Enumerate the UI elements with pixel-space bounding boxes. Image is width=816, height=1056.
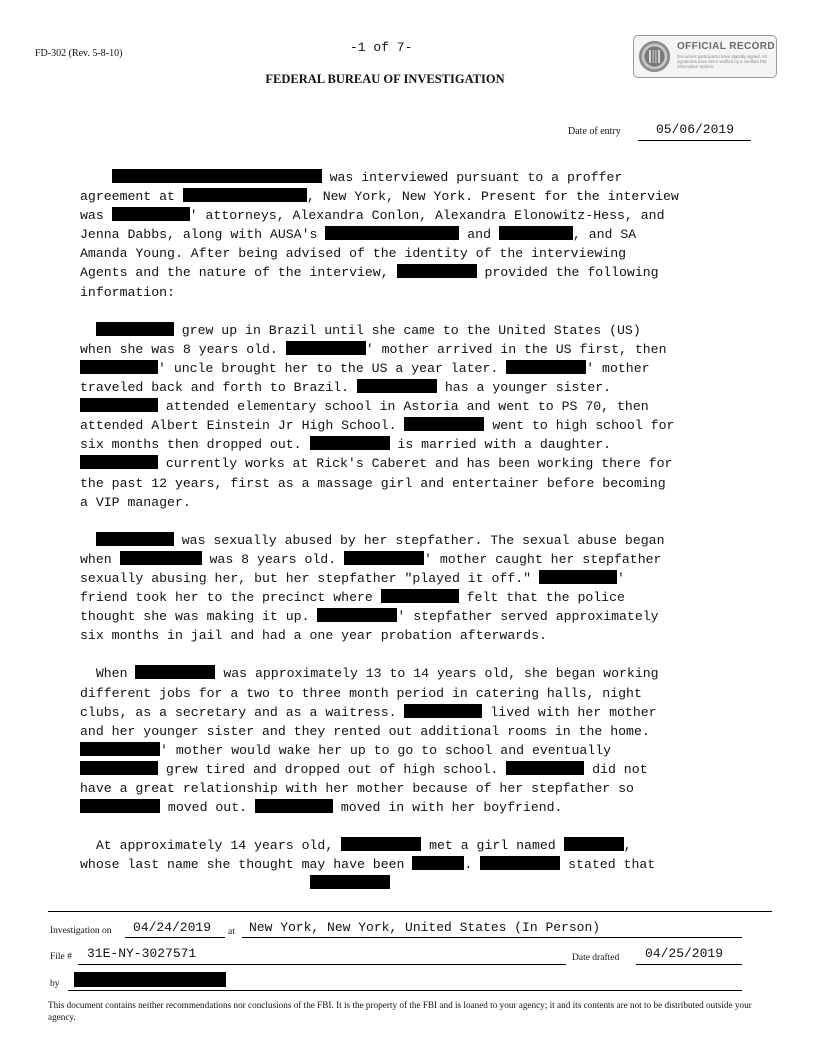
at-label: at [228,927,235,937]
redaction-bar [381,589,459,603]
text-line [80,798,740,817]
by-label: by [50,979,60,989]
text-segment [80,170,112,185]
text-segment: , New York, New York. Present for the interview [306,189,679,205]
text-segment: was [80,208,112,224]
file-number: 31E-NY-3027571 [87,946,197,961]
text-segment [80,533,96,548]
redaction-bar [499,226,573,240]
redaction-bar [325,226,459,240]
date-of-entry-value: 05/06/2019 [656,122,735,137]
text-segment: grew up in Brazil until she came to the United States (US) [173,322,641,338]
text-line [80,168,740,187]
text-segment: have a great relationship with her mother because of her stepfather so [80,781,634,796]
text-segment: is married with a daughter. [389,437,612,453]
redaction-bar [80,455,158,469]
text-segment: when she was 8 years old. [80,341,286,357]
text-segment: when [80,551,120,567]
text-segment: provided the following [476,265,659,281]
text-segment: Jenna Dabbs, along with AUSA's [80,227,326,243]
text-line [80,416,740,435]
redaction-bar [112,207,190,221]
paragraph [80,321,740,512]
text-segment: currently works at Rick's Caberet and has been working there for [158,456,673,472]
redaction-bar [183,188,307,202]
date-drafted-underline [636,964,742,965]
redaction-bar [317,608,397,622]
agency-title: FEDERAL BUREAU OF INVESTIGATION [265,72,505,86]
text-segment: six months in jail and had a one year probation afterwards. [80,628,547,644]
text-line [80,550,740,569]
redaction-bar [344,551,424,565]
text-segment: was sexually abused by her stepfather. The sexual abuse began [173,532,665,548]
text-line [80,531,740,550]
redaction-bar [357,379,437,393]
redaction-bar [255,799,333,813]
text-segment: ' uncle brought her to the US a year later. [158,360,507,376]
text-line [80,760,740,779]
redaction-bar [341,837,421,851]
text-segment: ' [617,570,625,586]
paragraph [80,168,740,302]
text-segment: ' attorneys, Alexandra Conlon, Alexandra Elonowitz-Hess, and [189,208,665,224]
date-drafted: 04/25/2019 [645,946,724,961]
text-segment [80,323,96,338]
text-segment: moved out. [160,800,255,816]
text-segment: did not [584,761,648,777]
form-number: FD-302 (Rev. 5-8-10) [35,48,123,59]
footer-divider [48,911,772,912]
text-segment: , and SA [572,227,637,243]
redaction-bar [80,799,160,813]
redaction-bar [96,322,174,336]
text-line [80,359,740,378]
text-segment: information: [80,284,175,300]
text-segment: lived with her mother [482,704,657,720]
redaction-bar [564,837,624,851]
text-line [80,454,740,473]
text-segment: thought she was making it up. [80,609,318,625]
text-segment: agreement at [80,189,183,205]
file-number-label: File # [50,952,72,962]
text-segment: whose last name she thought may have been [80,857,413,873]
text-segment: attended elementary school in Astoria and went to PS 70, then [158,399,649,415]
text-line [80,722,740,741]
text-line [80,569,740,588]
text-segment: Amanda Young. After being advised of the identity of the interviewing [80,246,627,262]
text-line [80,607,740,626]
date-of-entry-underline [638,140,751,141]
text-segment: and her younger sister and they rented out additional rooms in the home. [80,723,650,739]
text-segment [80,876,310,891]
text-line [80,588,740,607]
text-line [80,855,740,874]
text-line [80,187,740,206]
redaction-bar [404,704,482,718]
text-line [80,378,740,397]
text-segment: clubs, as a secretary and as a waitress. [80,704,405,720]
official-record-badge [633,35,777,78]
agent-name-redaction [74,972,226,987]
investigation-on-label: Investigation on [50,926,112,936]
redaction-bar [80,761,158,775]
date-of-entry-label: Date of entry [568,126,621,137]
text-line [80,626,740,645]
redaction-bar [80,742,160,756]
text-line [80,397,740,416]
text-segment: was approximately 13 to 14 years old, she began working [215,666,659,682]
text-segment: went to high school for [484,418,675,434]
redaction-bar [286,341,366,355]
text-line [80,664,740,683]
redaction-bar [310,875,390,889]
text-line [80,340,740,359]
redaction-bar [120,551,202,565]
text-line [80,321,740,340]
text-line [80,206,740,225]
text-line [80,474,740,493]
text-line [80,244,740,263]
redaction-bar [80,360,158,374]
text-segment: different jobs for a two to three month period in catering halls, night [80,685,642,701]
text-segment: sexually abusing her, but her stepfather "played it off." [80,570,539,586]
text-segment: felt that the police [458,590,625,606]
redaction-bar [506,360,586,374]
paragraph [80,836,740,893]
redaction-bar [404,417,484,431]
redaction-bar [80,398,158,412]
investigation-date: 04/24/2019 [133,920,212,935]
text-segment: grew tired and dropped out of high school. [158,761,507,777]
location-underline [242,937,742,938]
official-record-title: OFFICIAL RECORD [677,41,776,52]
text-segment: traveled back and forth to Brazil. [80,380,357,396]
text-segment: was interviewed pursuant to a proffer [321,170,623,185]
paragraph [80,531,740,646]
text-segment: stated that [560,857,656,873]
text-segment: ' mother arrived in the US first, then [365,341,667,357]
redaction-bar [310,436,390,450]
text-segment: ' mother [586,360,650,376]
redaction-bar [112,169,322,183]
text-line [80,283,740,302]
redaction-bar [96,532,174,546]
redaction-bar [397,264,477,278]
text-segment: friend took her to the precinct where [80,590,381,606]
text-segment: , [623,838,632,854]
text-segment: and [459,227,499,243]
page-number: -1 of 7- [350,40,413,55]
text-segment: ' mother caught her stepfather [424,551,662,567]
text-line [80,225,740,244]
text-segment: Agents and the nature of the interview, [80,265,397,281]
redaction-bar [412,856,464,870]
text-line [80,684,740,703]
date-drafted-label: Date drafted [572,953,620,963]
official-record-text: Document participants have digitally signed. All signatures have been verified by a certified FBI information system. [677,54,767,70]
text-line [80,703,740,722]
text-line [80,493,740,512]
redaction-bar [506,761,584,775]
text-line [80,741,740,760]
text-segment: attended Albert Einstein Jr High School. [80,418,405,434]
text-segment: When [80,666,136,682]
investigation-date-underline [125,937,225,938]
text-segment: ' mother would wake her up to go to school and eventually [160,742,612,758]
text-segment: the past 12 years, first as a massage girl and entertainer before becoming [80,475,666,491]
text-line [80,263,740,282]
file-number-underline [78,964,566,965]
text-line [80,874,740,893]
redaction-bar [135,665,215,679]
text-line [80,779,740,798]
text-segment: At approximately 14 years old, [80,838,342,854]
redaction-bar [480,856,560,870]
text-segment: was 8 years old. [201,551,345,567]
text-segment: ' stepfather served approximately [397,609,659,625]
paragraph [80,664,740,817]
text-segment: six months then dropped out. [80,437,310,453]
text-line [80,435,740,454]
text-segment: . [464,857,481,873]
interview-narrative [80,168,740,913]
text-segment: met a girl named [421,838,564,854]
redaction-bar [539,570,617,584]
fbi-disclaimer: This document contains neither recommendations nor conclusions of the FBI. It is the property of the FBI and is loaned to your agency; it and its contents are not to be distributed outside your agency. [48,1000,752,1022]
text-line [80,836,740,855]
text-segment: moved in with her boyfriend. [332,800,563,816]
investigation-location: New York, New York, United States (In Person) [249,920,601,935]
text-segment: a VIP manager. [80,494,191,510]
by-underline [68,990,742,991]
fbi-seal-icon [638,40,671,73]
text-segment: has a younger sister. [436,380,612,396]
